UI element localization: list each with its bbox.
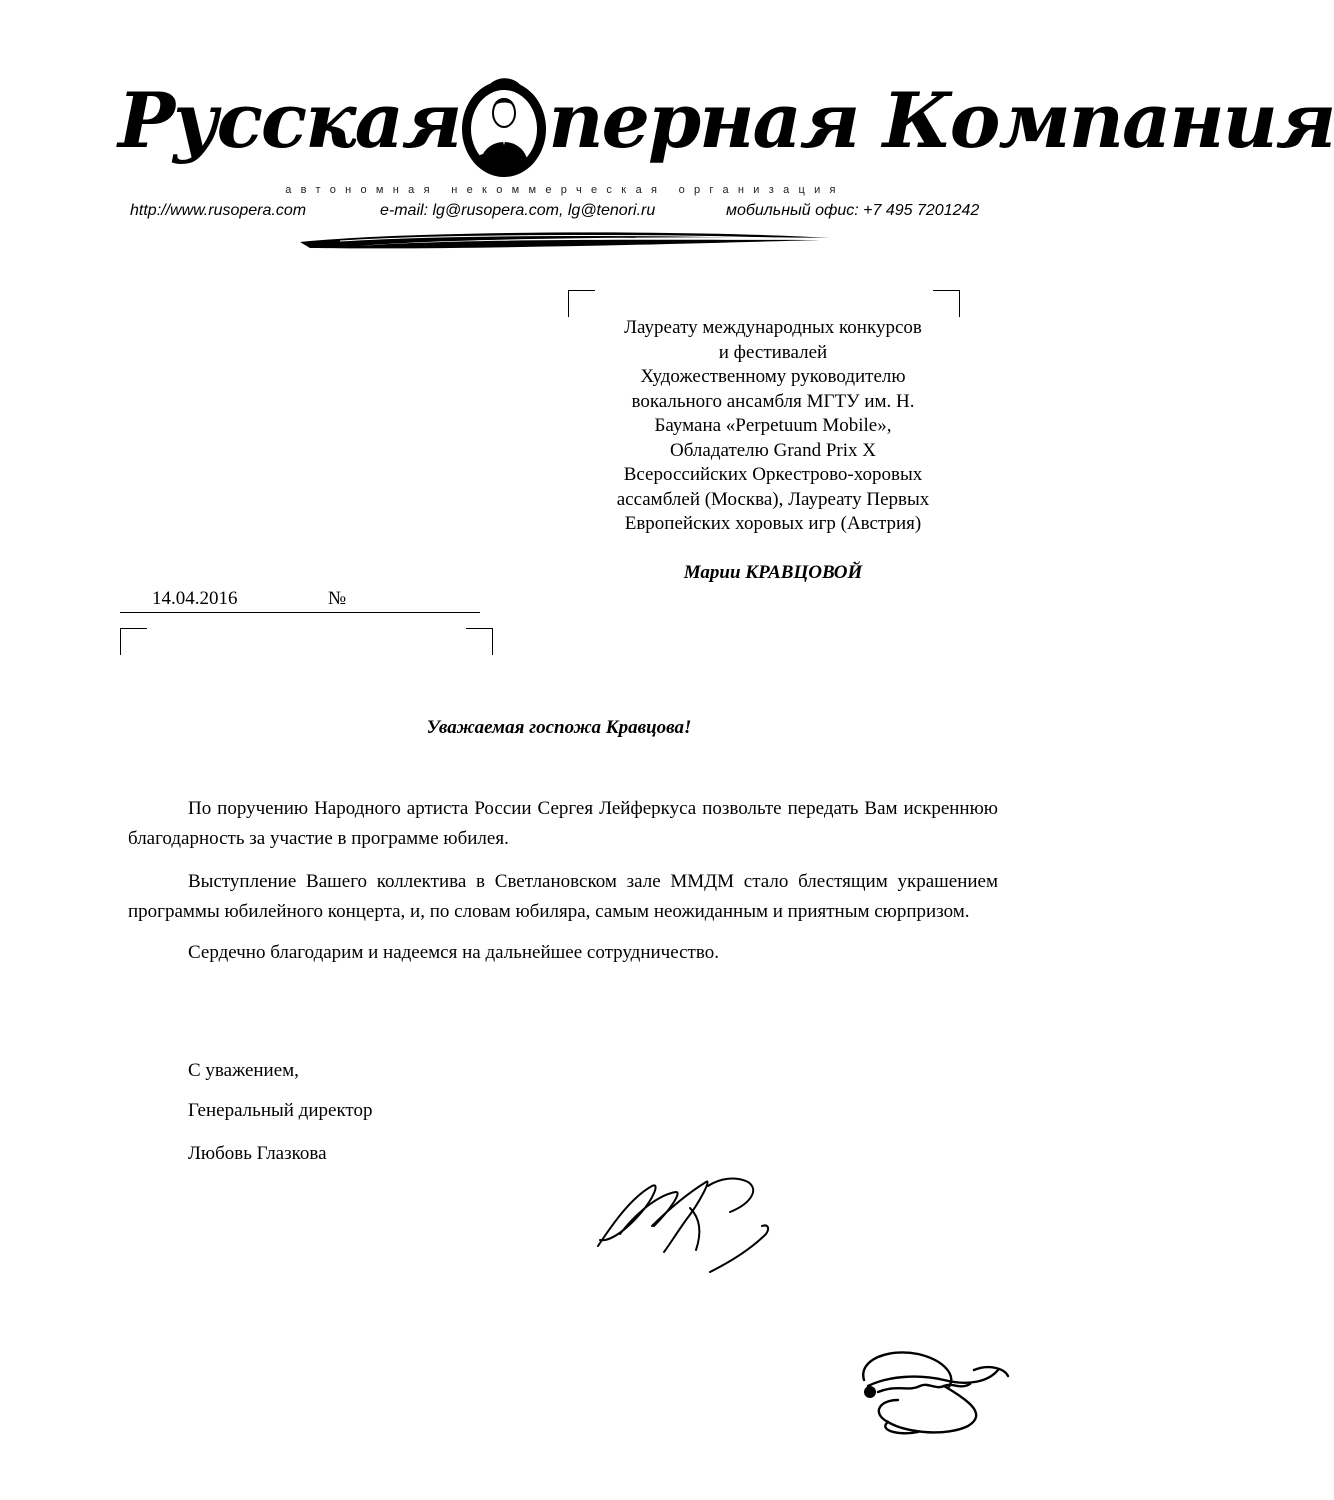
recipient-address [578, 316, 968, 537]
email-contact[interactable]: e-mail: lg@rusopera.com, lg@tenori.ru [380, 202, 656, 219]
date-bracket-left [120, 628, 147, 655]
company-logo-title [118, 58, 1334, 183]
recipient-line: Художественному руководителю [640, 366, 906, 387]
signer-name: Любовь Глазкова [188, 1143, 327, 1164]
portrait-emblem-icon [456, 71, 552, 183]
recipient-line: Обладателю Grand Prix X [670, 439, 876, 461]
recipient-bracket-top-left [568, 290, 595, 317]
recipient-line: Всероссийских Оркестрово-хоровых [623, 464, 923, 485]
letter-number-label: № [328, 588, 347, 609]
logo-text-part1: Русская [118, 76, 461, 165]
organization-type: автономная некоммерческая организация [285, 184, 845, 196]
phone-contact: мобильный офис: +7 495 7201242 [726, 202, 980, 219]
date-bracket-right [466, 628, 493, 655]
letter-date: 14.04.2016 [152, 588, 238, 609]
closing-regards: С уважением, [188, 1060, 299, 1081]
signer-position: Генеральный директор [188, 1100, 373, 1121]
recipient-line: вокального ансамбля МГТУ им. Н. [631, 390, 915, 412]
salutation: Уважаемая госпожа Кравцова! [426, 717, 692, 738]
body-paragraph: По поручению Народного артиста России Сергея Лейферкуса позвольте передать Вам искреннюю благодарность за участие в программе юбилея. [128, 798, 998, 849]
recipient-line: Лауреату международных конкурсов [624, 317, 922, 338]
logo-text-part2: перная Компания [548, 76, 1334, 165]
website-link[interactable]: http://www.rusopera.com [130, 202, 307, 219]
recipient-name: Марии КРАВЦОВОЙ [683, 562, 863, 583]
recipient-line: Европейских хоровых игр (Австрия) [624, 513, 922, 534]
date-number-line [120, 588, 480, 613]
recipient-bracket-top-right [933, 290, 960, 317]
body-paragraph: Сердечно благодарим и надеемся на дальнейшее сотрудничество. [188, 942, 719, 963]
handwritten-signature [590, 1168, 790, 1288]
recipient-line: ассамблей (Москва), Лауреату Первых [616, 488, 930, 510]
stamp-flourish [848, 1340, 1018, 1440]
recipient-line: и фестивалей [718, 341, 828, 363]
recipient-line: Баумана «Perpetuum Mobile», [654, 415, 892, 436]
body-paragraph: Выступление Вашего коллектива в Светлановском зале ММДМ стало блестящим украшением программы юбилейного концерта, и, по словам юбиляра, самым неожиданным и приятным сюрпризом. [128, 871, 998, 922]
decorative-flourish [300, 228, 830, 254]
